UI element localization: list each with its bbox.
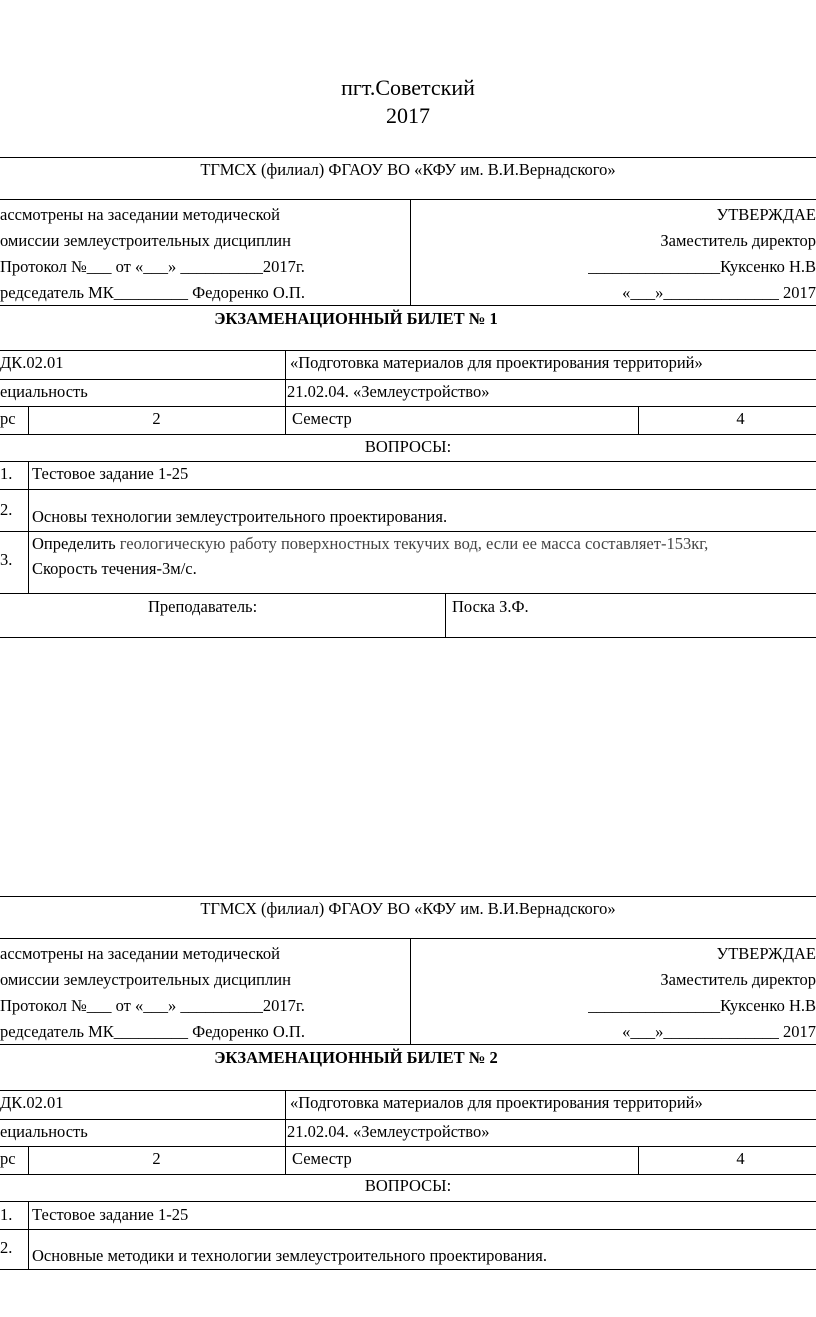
course-label: рс: [0, 1149, 16, 1168]
divider: [410, 938, 411, 1044]
approval-left-line: омиссии землеустроительных дисциплин: [0, 970, 291, 989]
divider: [0, 461, 816, 462]
divider: [0, 938, 816, 939]
divider: [0, 1146, 816, 1147]
teacher-label: Преподаватель:: [148, 597, 258, 616]
divider: [0, 637, 816, 638]
specialty-value: 21.02.04. «Землеустройство»: [287, 1122, 490, 1141]
approval-right-line: УТВЕРЖДАЕ: [716, 205, 816, 224]
divider: [410, 199, 411, 305]
divider: [0, 1174, 816, 1175]
divider: [0, 1090, 816, 1091]
divider: [285, 1090, 286, 1174]
divider: [0, 305, 816, 306]
divider: [285, 350, 286, 434]
module-name: «Подготовка материалов для проектирования территорий»: [290, 353, 703, 372]
approval-right-line: Заместитель директор: [660, 970, 816, 989]
divider: [0, 350, 816, 351]
questions-label: ВОПРОСЫ:: [364, 437, 452, 456]
divider: [0, 593, 816, 594]
approval-right-line: ________________Куксенко Н.В: [588, 257, 816, 276]
module-code: ДК.02.01: [0, 353, 64, 372]
question-number: 2.: [0, 1238, 13, 1257]
module-code: ДК.02.01: [0, 1093, 64, 1112]
question-number: 1.: [0, 464, 13, 483]
semester-label: Семестр: [292, 1149, 352, 1168]
approval-left-line: Протокол №___ от «___» __________2017г.: [0, 996, 305, 1015]
approval-right-line: «___»______________ 2017: [622, 1022, 816, 1041]
divider: [0, 1119, 816, 1120]
semester-value: 4: [736, 1149, 745, 1168]
specialty-value: 21.02.04. «Землеустройство»: [287, 382, 490, 401]
divider: [0, 1269, 816, 1270]
question-text-continued: Скорость течения-3м/с.: [32, 559, 197, 578]
question-text: Определить геологическую работу поверхностных текучих вод, если ее масса составляет-153кг,: [32, 534, 709, 553]
ticket-title: ЭКЗАМЕНАЦИОННЫЙ БИЛЕТ № 2: [214, 1048, 498, 1067]
year: 2017: [386, 103, 430, 128]
approval-right-line: Заместитель директор: [660, 231, 816, 250]
question-number: 3.: [0, 550, 13, 569]
divider: [0, 406, 816, 407]
approval-left-line: редседатель МК_________ Федоренко О.П.: [0, 283, 305, 302]
institution-name: ТГМСХ (филиал) ФГАОУ ВО «КФУ им. В.И.Вернадского»: [200, 899, 616, 918]
questions-label: ВОПРОСЫ:: [364, 1176, 452, 1195]
course-label: рс: [0, 409, 16, 428]
approval-left-line: Протокол №___ от «___» __________2017г.: [0, 257, 305, 276]
question-number: 1.: [0, 1205, 13, 1224]
divider: [445, 593, 446, 637]
ticket-title: ЭКЗАМЕНАЦИОННЫЙ БИЛЕТ № 1: [214, 309, 498, 328]
approval-left-line: ассмотрены на заседании методической: [0, 944, 280, 963]
module-name: «Подготовка материалов для проектирования территорий»: [290, 1093, 703, 1112]
divider: [0, 434, 816, 435]
divider: [0, 1044, 816, 1045]
divider: [0, 896, 816, 897]
approval-right-line: ________________Куксенко Н.В: [588, 996, 816, 1015]
specialty-label: ециальность: [0, 1122, 88, 1141]
approval-right-line: УТВЕРЖДАЕ: [716, 944, 816, 963]
divider: [0, 531, 816, 532]
semester-label: Семестр: [292, 409, 352, 428]
divider: [28, 461, 29, 593]
question-text: Тестовое задание 1-25: [32, 1205, 189, 1224]
question-text: Основные методики и технологии землеустроительного проектирования.: [32, 1246, 547, 1265]
divider: [28, 1201, 29, 1269]
approval-left-line: ассмотрены на заседании методической: [0, 205, 280, 224]
divider: [0, 1201, 816, 1202]
institution-name: ТГМСХ (филиал) ФГАОУ ВО «КФУ им. В.И.Вернадского»: [200, 160, 616, 179]
question-text: Тестовое задание 1-25: [32, 464, 189, 483]
course-value: 2: [152, 409, 161, 428]
divider: [0, 157, 816, 158]
approval-left-line: редседатель МК_________ Федоренко О.П.: [0, 1022, 305, 1041]
divider: [0, 199, 816, 200]
question-number: 2.: [0, 500, 13, 519]
approval-right-line: «___»______________ 2017: [622, 283, 816, 302]
specialty-label: ециальность: [0, 382, 88, 401]
semester-value: 4: [736, 409, 745, 428]
course-value: 2: [152, 1149, 161, 1168]
question-text: Основы технологии землеустроительного проектирования.: [32, 507, 448, 526]
place-name: пгт.Советский: [341, 75, 475, 100]
teacher-name: Поска З.Ф.: [452, 597, 529, 616]
divider: [0, 379, 816, 380]
divider: [0, 1229, 816, 1230]
approval-left-line: омиссии землеустроительных дисциплин: [0, 231, 291, 250]
divider: [0, 489, 816, 490]
